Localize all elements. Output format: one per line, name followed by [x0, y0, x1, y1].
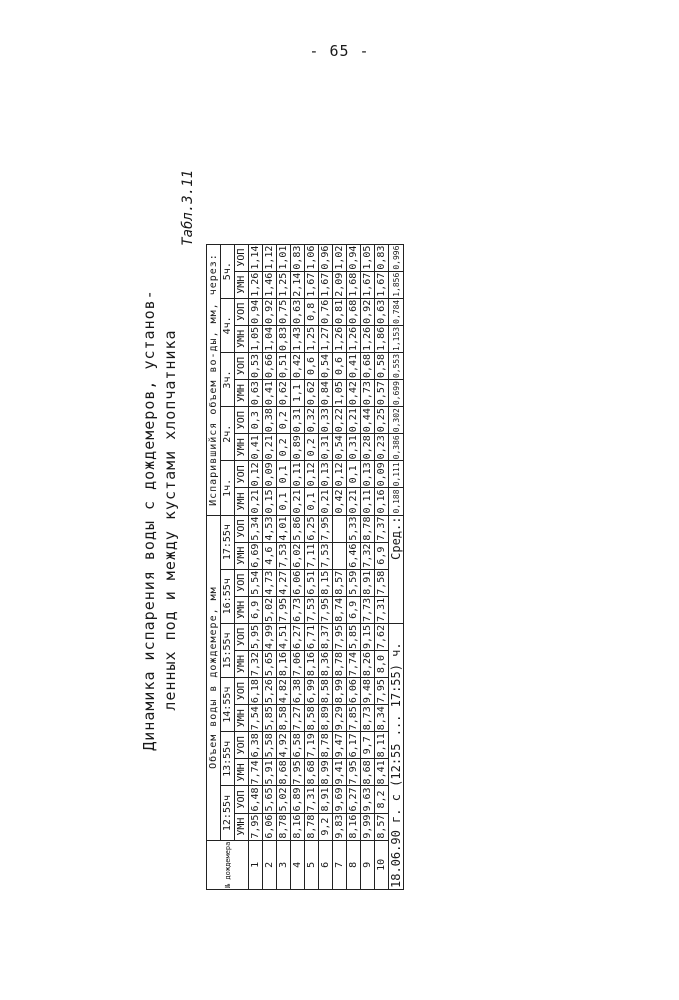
row-number: 7 [333, 840, 347, 889]
rownum-header: № дождемера [207, 840, 249, 889]
evap-cell: 0,6 [333, 352, 347, 379]
volume-cell: 7,58 [376, 570, 387, 595]
average-cell: 0,996 [389, 244, 404, 271]
row-number: 4 [291, 840, 305, 889]
evap-cell: 0,54 [334, 435, 345, 460]
volume-cell: 7,95 [376, 679, 387, 704]
volume-cell: 8,16 [292, 814, 303, 839]
volume-cell: 5,54 [250, 570, 261, 595]
time-header: 13:55ч [221, 732, 235, 786]
evap-cell: 0,68 [362, 353, 373, 379]
volume-cell: 8,0 [375, 650, 389, 677]
evap-cell: 1,26 [362, 326, 373, 351]
evap-cell: 0,62 [306, 381, 317, 406]
volume-cell: 6,27 [292, 624, 303, 649]
volume-cell: 9,7 [361, 732, 375, 759]
evap-cell: 0,54 [320, 353, 331, 379]
volume-cell: 8,16 [348, 814, 359, 839]
volume-cell: 7,95 [348, 760, 359, 785]
volume-cell: 6,9 [347, 596, 361, 623]
evap-cell: 0,2 [277, 434, 291, 461]
volume-cell: 5,65 [264, 787, 275, 812]
sub-header: УМН [235, 271, 249, 298]
volume-cell: 6,25 [306, 516, 317, 541]
evap-cell: 1,04 [264, 326, 275, 351]
volume-cell: 5,85 [264, 706, 275, 731]
volume-cell: 7,31 [376, 597, 387, 622]
time-header: 12:55ч [221, 786, 235, 840]
volume-cell: 6,02 [292, 543, 303, 568]
volume-cell: 8,58 [320, 679, 331, 704]
volume-cell: 7,95 [320, 516, 331, 541]
duration-header: 3ч. [221, 352, 235, 406]
volume-cell: 6,9 [249, 596, 263, 623]
evap-cell: 0,41 [348, 353, 359, 379]
evap-cell: 0,25 [376, 408, 387, 433]
evap-cell: 0,11 [292, 462, 303, 487]
sub-header: УМН [235, 759, 249, 786]
volume-cell [333, 515, 347, 542]
average-cell: 0,188 [389, 488, 404, 515]
row-number: 6 [319, 840, 333, 889]
evap-cell: 0,63 [292, 299, 303, 324]
evap-cell: 1,14 [250, 245, 261, 270]
evap-cell: 1,25 [278, 272, 289, 297]
volume-cell: 6,73 [292, 597, 303, 622]
average-cell: 1,856 [389, 271, 404, 298]
volume-cell: 7,95 [292, 760, 303, 785]
volume-cell: 9,47 [334, 733, 345, 758]
evap-cell: 1,26 [250, 272, 261, 297]
evap-cell: 0,23 [376, 435, 387, 460]
evap-cell: 0,92 [362, 299, 373, 324]
volume-cell: 8,26 [362, 651, 373, 677]
evap-cell: 0,21 [292, 489, 303, 514]
volume-cell: 8,74 [334, 597, 345, 622]
evap-cell: 0,51 [278, 353, 289, 379]
evap-cell: 0,12 [250, 462, 261, 487]
table-row [361, 244, 375, 889]
volume-cell: 7,37 [376, 516, 387, 541]
evap-cell: 0,6 [305, 352, 319, 379]
volume-cell: 6,46 [348, 543, 359, 568]
volume-cell: 7,62 [376, 624, 387, 649]
evap-cell: 0,73 [362, 381, 373, 406]
volume-cell: 8,91 [362, 570, 373, 595]
table-title-line2: ленных под и между кустами хлопчатника [161, 329, 179, 711]
sub-header: УМН [235, 325, 249, 352]
sub-header: УОП [235, 298, 249, 325]
volume-cell: 8,78 [320, 733, 331, 758]
sub-header: УМН [235, 813, 249, 840]
evap-cell: 2,14 [292, 272, 303, 297]
volume-cell: 8,78 [306, 814, 317, 839]
evap-cell: 1,43 [292, 326, 303, 351]
evap-cell: 1,06 [306, 245, 317, 270]
volume-cell: 9,29 [334, 706, 345, 731]
volume-cell: 6,38 [250, 733, 261, 758]
evap-cell: 0,62 [278, 381, 289, 406]
evap-cell: 1,26 [334, 326, 345, 351]
evap-cell: 0,84 [320, 381, 331, 406]
volume-cell: 4,27 [278, 570, 289, 595]
volume-cell: 7,95 [320, 597, 331, 622]
volume-cell: 7,32 [362, 543, 373, 568]
evap-cell: 0,3 [249, 407, 263, 434]
sub-header: УОП [235, 732, 249, 759]
volume-cell: 6,9 [375, 542, 389, 569]
volume-cell: 7,11 [306, 543, 317, 568]
evap-cell: 1,46 [264, 272, 275, 297]
sub-header: УОП [235, 623, 249, 650]
table-row [333, 244, 347, 889]
volume-cell: 8,78 [362, 516, 373, 541]
volume-cell: 9,2 [319, 813, 333, 840]
volume-cell: 8,78 [334, 651, 345, 677]
volume-cell: 4,51 [278, 624, 289, 649]
evap-cell: 0,11 [362, 489, 373, 514]
evap-cell: 1,67 [306, 272, 317, 297]
volume-cell: 7,53 [278, 543, 289, 568]
evap-cell: 2,09 [334, 272, 345, 297]
evap-cell: 0,58 [376, 353, 387, 379]
time-header: 17:55ч [221, 515, 235, 569]
volume-cell: 4,92 [278, 733, 289, 758]
volume-cell: 5,34 [250, 516, 261, 541]
footer-row [389, 244, 404, 889]
evap-cell: 0,83 [278, 326, 289, 351]
volume-cell: 7,85 [348, 706, 359, 731]
volume-cell: 7,32 [250, 651, 261, 677]
evap-cell: 1,1 [291, 380, 305, 407]
volume-cell: 4,6 [263, 542, 277, 569]
time-header: 14:55ч [221, 678, 235, 732]
volume-cell: 6,71 [306, 624, 317, 649]
sub-header: УМН [235, 380, 249, 407]
evap-group-header: Испарившийся объем во-ды, мм, через: [207, 244, 221, 515]
evap-cell: 0,94 [348, 245, 359, 270]
volume-cell: 6,99 [306, 679, 317, 704]
sub-header: УОП [235, 678, 249, 705]
volume-cell: 5,02 [264, 597, 275, 622]
volume-cell: 9,63 [362, 787, 373, 812]
evap-cell: 1,68 [348, 272, 359, 297]
volume-cell: 8,15 [320, 570, 331, 595]
volume-cell: 6,18 [250, 679, 261, 704]
volume-cell: 6,48 [250, 787, 261, 812]
duration-header: 4ч. [221, 298, 235, 352]
evap-cell: 0,1 [305, 488, 319, 515]
table-row [277, 244, 291, 889]
volume-cell: 9,69 [334, 787, 345, 812]
evap-cell: 0,2 [305, 434, 319, 461]
sub-header: УМН [235, 434, 249, 461]
evaporation-table [206, 244, 404, 890]
volume-cell: 7,53 [320, 543, 331, 568]
sub-header: УОП [235, 515, 249, 542]
volume-cell: 7,73 [362, 597, 373, 622]
table-row [305, 244, 319, 889]
evap-cell: 0,21 [348, 408, 359, 433]
volume-cell: 8,36 [320, 651, 331, 677]
volume-cell: 6,06 [292, 570, 303, 595]
volume-cell: 6,58 [292, 733, 303, 758]
evap-cell: 0,66 [264, 353, 275, 379]
average-cell: 0,784 [389, 298, 404, 325]
volume-cell: 9,99 [362, 814, 373, 839]
volume-cell: 4,99 [264, 624, 275, 649]
volume-cell: 7,53 [306, 597, 317, 622]
evap-cell: 0,75 [278, 299, 289, 324]
table-title-line1: Динамика испарения воды с дождемеров, установ- [140, 289, 158, 751]
evap-cell: 0,94 [250, 299, 261, 324]
average-cell: 0,553 [389, 352, 404, 379]
evap-cell: 0,28 [362, 435, 373, 460]
volume-cell: 5,95 [250, 624, 261, 649]
row-number: 9 [361, 840, 375, 889]
evap-cell: 0,31 [320, 435, 331, 460]
evap-cell: 0,21 [250, 489, 261, 514]
volume-cell: 9,41 [334, 760, 345, 785]
evap-cell: 0,63 [250, 381, 261, 406]
evap-cell: 0,15 [264, 489, 275, 514]
volume-cell: 5,91 [264, 760, 275, 785]
row-number: 1 [249, 840, 263, 889]
volume-cell: 8,11 [376, 733, 387, 758]
volume-cell: 7,95 [250, 814, 261, 839]
footer-avg-label: Сред.: [389, 515, 404, 623]
evap-cell: 0,22 [334, 408, 345, 433]
volume-cell: 8,58 [278, 706, 289, 731]
sub-header: УОП [235, 244, 249, 271]
volume-cell: 8,99 [320, 760, 331, 785]
volume-cell: 7,95 [334, 624, 345, 649]
duration-header: 1ч. [221, 461, 235, 515]
table-row [249, 244, 263, 889]
evap-cell: 1,05 [334, 381, 345, 406]
volume-cell: 5,65 [264, 651, 275, 677]
rotated-table-block [140, 150, 520, 890]
row-number: 8 [347, 840, 361, 889]
evap-cell: 0,63 [376, 299, 387, 324]
volume-cell: 6,17 [348, 733, 359, 758]
volume-cell: 7,95 [278, 597, 289, 622]
volume-cell: 9,15 [362, 624, 373, 649]
volume-cell: 6,51 [306, 570, 317, 595]
evap-cell: 0,31 [348, 435, 359, 460]
evap-cell: 0,21 [320, 489, 331, 514]
evap-cell: 1,27 [320, 326, 331, 351]
sub-header: УМН [235, 650, 249, 677]
sub-header: УОП [235, 407, 249, 434]
evap-cell: 0,09 [264, 462, 275, 487]
evap-cell: 0,8 [305, 298, 319, 325]
volume-cell: 4,53 [264, 516, 275, 541]
sub-header: УОП [235, 352, 249, 379]
evap-cell: 1,02 [334, 245, 345, 270]
evap-cell: 1,12 [264, 245, 275, 270]
volume-cell: 8,78 [278, 814, 289, 839]
evap-cell: 0,83 [292, 245, 303, 270]
row-number: 5 [305, 840, 319, 889]
sub-header: УМН [235, 705, 249, 732]
evap-cell: 0,1 [347, 461, 361, 488]
average-cell: 0,386 [389, 434, 404, 461]
evap-cell: 0,09 [376, 462, 387, 487]
volume-cell: 8,58 [306, 706, 317, 731]
volume-cell: 7,06 [292, 651, 303, 677]
volume-cell: 8,68 [306, 760, 317, 785]
volume-cell: 5,02 [278, 787, 289, 812]
evap-cell: 0,44 [362, 408, 373, 433]
volume-cell: 6,69 [250, 543, 261, 568]
volume-cell: 4,01 [278, 516, 289, 541]
sub-header: УОП [235, 461, 249, 488]
evap-cell: 0,1 [277, 488, 291, 515]
volume-cell: 8,16 [278, 651, 289, 677]
volume-cell: 8,34 [376, 706, 387, 731]
volume-cell: 8,37 [320, 624, 331, 649]
evap-cell: 0,81 [334, 299, 345, 324]
evap-cell: 1,67 [362, 272, 373, 297]
evap-cell: 0,12 [306, 462, 317, 487]
evap-cell: 0,38 [264, 408, 275, 433]
page-number: - 65 - [309, 42, 370, 60]
volume-cell: 7,19 [306, 733, 317, 758]
volume-cell: 7,74 [348, 651, 359, 677]
evap-cell: 0,21 [348, 489, 359, 514]
volume-cell: 6,89 [292, 787, 303, 812]
table-row [319, 244, 333, 889]
average-cell: 0,302 [389, 407, 404, 434]
volume-cell: 6,06 [264, 814, 275, 839]
evap-cell: 0,16 [376, 489, 387, 514]
evap-cell: 1,67 [376, 272, 387, 297]
volume-cell: 8,68 [278, 760, 289, 785]
evap-cell: 0,12 [334, 462, 345, 487]
volume-cell: 6,27 [348, 787, 359, 812]
evap-cell: 0,32 [306, 408, 317, 433]
evap-cell: 0,57 [376, 381, 387, 406]
time-header: 16:55ч [221, 569, 235, 623]
evap-cell: 0,41 [250, 435, 261, 460]
evap-cell: 1,26 [348, 326, 359, 351]
sub-header: УОП [235, 786, 249, 813]
volume-cell: 5,33 [348, 516, 359, 541]
evap-cell: 1,67 [320, 272, 331, 297]
average-cell: 1,153 [389, 325, 404, 352]
volume-cell: 8,2 [375, 786, 389, 813]
evap-cell: 0,33 [320, 408, 331, 433]
volume-cell: 8,68 [362, 760, 373, 785]
duration-header: 2ч. [221, 407, 235, 461]
table-label: Табл.3.11 [180, 170, 196, 246]
volume-cell: 6,06 [348, 679, 359, 704]
evap-cell: 0,42 [292, 353, 303, 379]
evap-cell: 0,42 [348, 381, 359, 406]
evap-cell: 0,53 [250, 353, 261, 379]
volume-cell: 7,54 [250, 706, 261, 731]
volume-cell: 5,86 [292, 516, 303, 541]
sub-header: УМН [235, 542, 249, 569]
volume-group-header: Объем воды в дождемере, мм [207, 515, 221, 840]
volume-cell: 7,74 [250, 760, 261, 785]
volume-cell: 4,82 [278, 679, 289, 704]
volume-cell: 8,89 [320, 706, 331, 731]
evap-cell: 0,68 [348, 299, 359, 324]
volume-cell: 9,48 [362, 679, 373, 704]
row-number: 2 [263, 840, 277, 889]
evap-cell: 0,41 [264, 381, 275, 406]
evap-cell: 0,2 [277, 407, 291, 434]
duration-header: 5ч. [221, 244, 235, 298]
volume-cell: 4,73 [264, 570, 275, 595]
volume-cell [333, 542, 347, 569]
volume-cell: 8,57 [334, 570, 345, 595]
volume-cell: 5,26 [264, 679, 275, 704]
volume-cell: 6,38 [292, 679, 303, 704]
evap-cell: 1,05 [250, 326, 261, 351]
volume-cell: 8,57 [376, 814, 387, 839]
evap-cell: 0,21 [264, 435, 275, 460]
volume-cell: 7,27 [292, 706, 303, 731]
volume-cell: 8,16 [306, 651, 317, 677]
evap-cell: 0,83 [376, 245, 387, 270]
volume-cell: 8,91 [320, 787, 331, 812]
volume-cell: 8,73 [362, 706, 373, 731]
row-number: 3 [277, 840, 291, 889]
evap-cell: 0,1 [277, 461, 291, 488]
sub-header: УОП [235, 569, 249, 596]
time-header: 15:55ч [221, 623, 235, 677]
table-row [375, 244, 389, 889]
table-row [291, 244, 305, 889]
table-row [263, 244, 277, 889]
evap-cell: 0,31 [292, 408, 303, 433]
average-cell: 0,111 [389, 461, 404, 488]
sub-header: УМН [235, 488, 249, 515]
row-number: 10 [375, 840, 389, 889]
sub-header: УМН [235, 596, 249, 623]
evap-cell: 0,89 [292, 435, 303, 460]
evap-cell: 0,92 [264, 299, 275, 324]
evap-cell: 0,76 [320, 299, 331, 324]
evap-cell: 0,96 [320, 245, 331, 270]
evap-cell: 1,01 [278, 245, 289, 270]
average-cell: 0,699 [389, 380, 404, 407]
evap-cell: 0,42 [334, 489, 345, 514]
volume-cell: 7,31 [306, 787, 317, 812]
volume-cell: 5,58 [264, 733, 275, 758]
evap-cell: 1,86 [376, 326, 387, 351]
volume-cell: 8,99 [334, 679, 345, 704]
volume-cell: 8,41 [376, 760, 387, 785]
footer-date: 18.06.90 г. с (12:55 ... 17:55) ч. [389, 623, 404, 889]
evap-cell: 0,13 [320, 462, 331, 487]
volume-cell: 5,85 [348, 624, 359, 649]
volume-cell: 5,59 [348, 570, 359, 595]
evap-cell: 0,13 [362, 462, 373, 487]
table-row [347, 244, 361, 889]
evap-cell: 1,05 [362, 245, 373, 270]
evap-cell: 1,25 [306, 326, 317, 351]
volume-cell: 9,83 [334, 814, 345, 839]
